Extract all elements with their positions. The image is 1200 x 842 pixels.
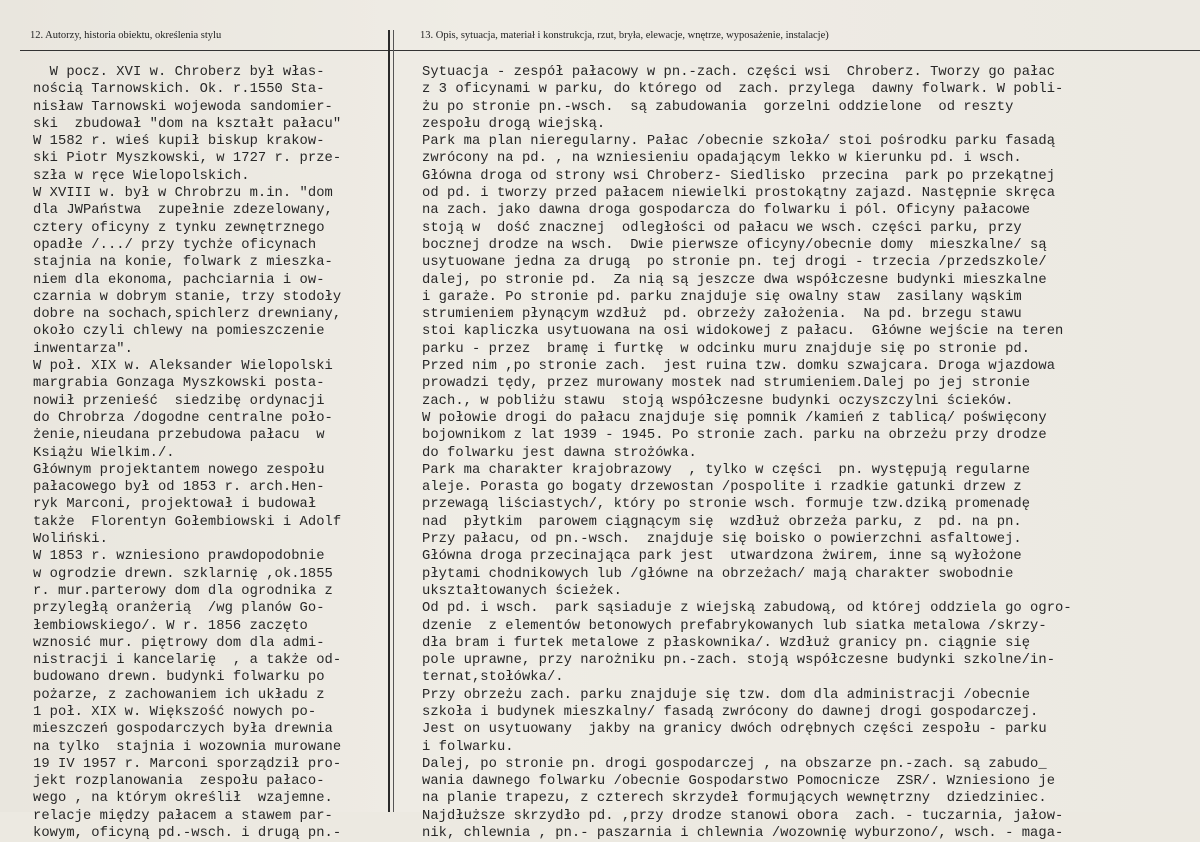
- column-divider-inner: [393, 30, 394, 812]
- header-rule: [20, 50, 1200, 51]
- history-text: W pocz. XVI w. Chroberz był włas- nością Tarnowskich. Ok. r.1550 Sta- nisław Tarnowski wojewoda sandomier- ski zbudował "dom na kształt pałacu" W 1582 r. wieś kupił biskup krakow- ski Piotr Myszkowski, w 1727 r. prze- szła w ręce Wielopolskich. W XVIII w. był w Chrobrzu m.in. "dom dla JWPaństwa zupełnie zdezelowany, cztery oficyny z tynku zewnętrznego opadłe /.../ przy tychże oficynach stajnia na konie, folwark z mieszka- niem dla ekonoma, pachciarnia i ow- czarnia w dobrym stanie, trzy stodoły dobre na sochach,spichlerz drewniany, około czyli chlewy na pomieszczenie inwentarza". W poł. XIX w. Aleksander Wielopolski margrabia Gonzaga Myszkowski posta- nowił przenieść siedzibę ordynacji do Chrobrza /dogodne centralne poło- żenie,nieudana przebudowa pałacu w Książu Wielkim./. Głównym projektantem nowego zespołu pałacowego był od 1853 r. arch.Hen- ryk Marconi, projektował i budował także Florentyn Gołembiowski i Adolf Woliński. W 1853 r. wzniesiono prawdopodobnie w ogrodzie drewn. szklarnię ,ok.1855 r. mur.parterowy dom dla ogrodnika z przyległą oranżerią /wg planów Go- łembiowskiego/. W r. 1856 zaczęto wznosić mur. piętrowy dom dla admi- nistracji i kancelarię , a także od- budowano drewn. budynki folwarku po pożarze, z zachowaniem ich układu z 1 poł. XIX w. Większość nowych po- mieszczeń gospodarczych była drewnia na tylko stajnia i wozownia murowane 19 IV 1957 r. Marconi sporządził pro- jekt rozplanowania zespołu pałaco- wego , na którym określił wzajemne. relacje między pałacem a stawem par- kowym, oficyną pd.-wsch. i drugą pn.-: [33, 65, 342, 842]
- right-column-header: 13. Opis, sytuacja, materiał i konstrukcja, rzut, bryła, elewacje, wnętrze, wyposażenie, instalacje): [420, 30, 829, 41]
- column-divider: [388, 30, 390, 812]
- left-column-header: 12. Autorzy, historia obiektu, określenia stylu: [30, 30, 222, 41]
- description-text: Sytuacja - zespół pałacowy w pn.-zach. części wsi Chroberz. Tworzy go pałac z 3 oficynami w parku, do którego od zach. przylega dawny folwark. W pobli- żu po stronie pn.-wsch. są zabudowania gorzelni oddzielone od reszty zespołu drogą wiejską. Park ma plan nieregularny. Pałac /obecnie szkoła/ stoi pośrodku parku fasadą zwrócony na pd. , na wzniesieniu opadającym lekko w kierunku pd. i wsch. Główna droga od strony wsi Chroberz- Siedlisko przecina park po przekątnej od pd. i tworzy przed pałacem niewielki prostokątny zajazd. Następnie skręca na zach. jako dawna droga gospodarcza do folwarku i pól. Oficyny pałacowe stoją w dość znacznej odległości od pałacu we wsch. części parku, przy bocznej drodze na wsch. Dwie pierwsze oficyny/obecnie domy mieszkalne/ są usytuowane jedna za drugą po stronie pn. tej drogi - trzecia /przedszkole/ dalej, po stronie pd. Za nią są jeszcze dwa współczesne budynki mieszkalne i garaże. Po stronie pd. parku znajduje się owalny staw zasilany wąskim strumieniem płynącym wzdłuż pd. obrzeży założenia. Na pd. brzegu stawu stoi kapliczka usytuowana na osi widokowej z pałacu. Główne wejście na teren parku - przez bramę i furtkę w odcinku muru znajduje się po stronie pd. Przed nim ,po stronie zach. jest ruina tzw. domku szwajcara. Droga wjazdowa prowadzi tędy, przez murowany mostek nad strumieniem.Dalej po jej stronie zach., w pobliżu stawu stoją współczesne budynki oczyszczylni ścieków. W połowie drogi do pałacu znajduje się pomnik /kamień z tablicą/ poświęcony bojownikom z lat 1939 - 1945. Po stronie zach. parku na obrzeżu przy drodze do folwarku jest dawna strożówka. Park ma charakter krajobrazowy , tylko w części pn. występują regularne aleje. Porasta go bogaty drzewostan /pospolite i rzadkie gatunki drzew z przewagą liściastych/, który po stronie wsch. formuje tzw.dziką promenadę nad płytkim parowem ciągnącym się wzdłuż obrzeża parku, z pd. na pn. Przy pałacu, od pn.-wsch. znajduje się boisko o powierzchni asfaltowej. Główna droga przecinająca park jest utwardzona żwirem, inne są wyłożone płytami chodnikowych lub /główne na obrzeżach/ mają charakter swobodnie ukształtowanych ścieżek. Od pd. i wsch. park sąsiaduje z wiejską zabudową, od której oddziela go ogro- dzenie z elementów betonowych prefabrykowanych lub siatka metalowa /skrzy- dła bram i furtek metalowe z płaskownika/. Wzdłuż granicy pn. ciągnie się pole uprawne, przy narożniku pn.-zach. stoją współczesne budynki szkolne/in- ternat,stołówka/. Przy obrzeżu zach. parku znajduje się tzw. dom dla administracji /obecnie szkoła i budynek mieszkalny/ fasadą zwrócony do dawnej drogi gospodarczej. Jest on usytuowany jakby na granicy dwóch odrębnych części zespołu - parku i folwarku. Dalej, po stronie pn. drogi gospodarczej , na obszarze pn.-zach. są zabudo_ wania dawnego folwarku /obecnie Gospodarstwo Pomocnicze ZSR/. Wzniesiono je na planie trapezu, z czterech skrzydeł formujących wewnętrzny dziedziniec. Najdłuższe skrzydło pd. ,przy drodze stanowi obora zach. - tuczarnia, jałow- nik, chlewnia , pn.- paszarnia i chlewnia /wozownię wyburzono/, wsch. - maga-: [422, 65, 1072, 842]
